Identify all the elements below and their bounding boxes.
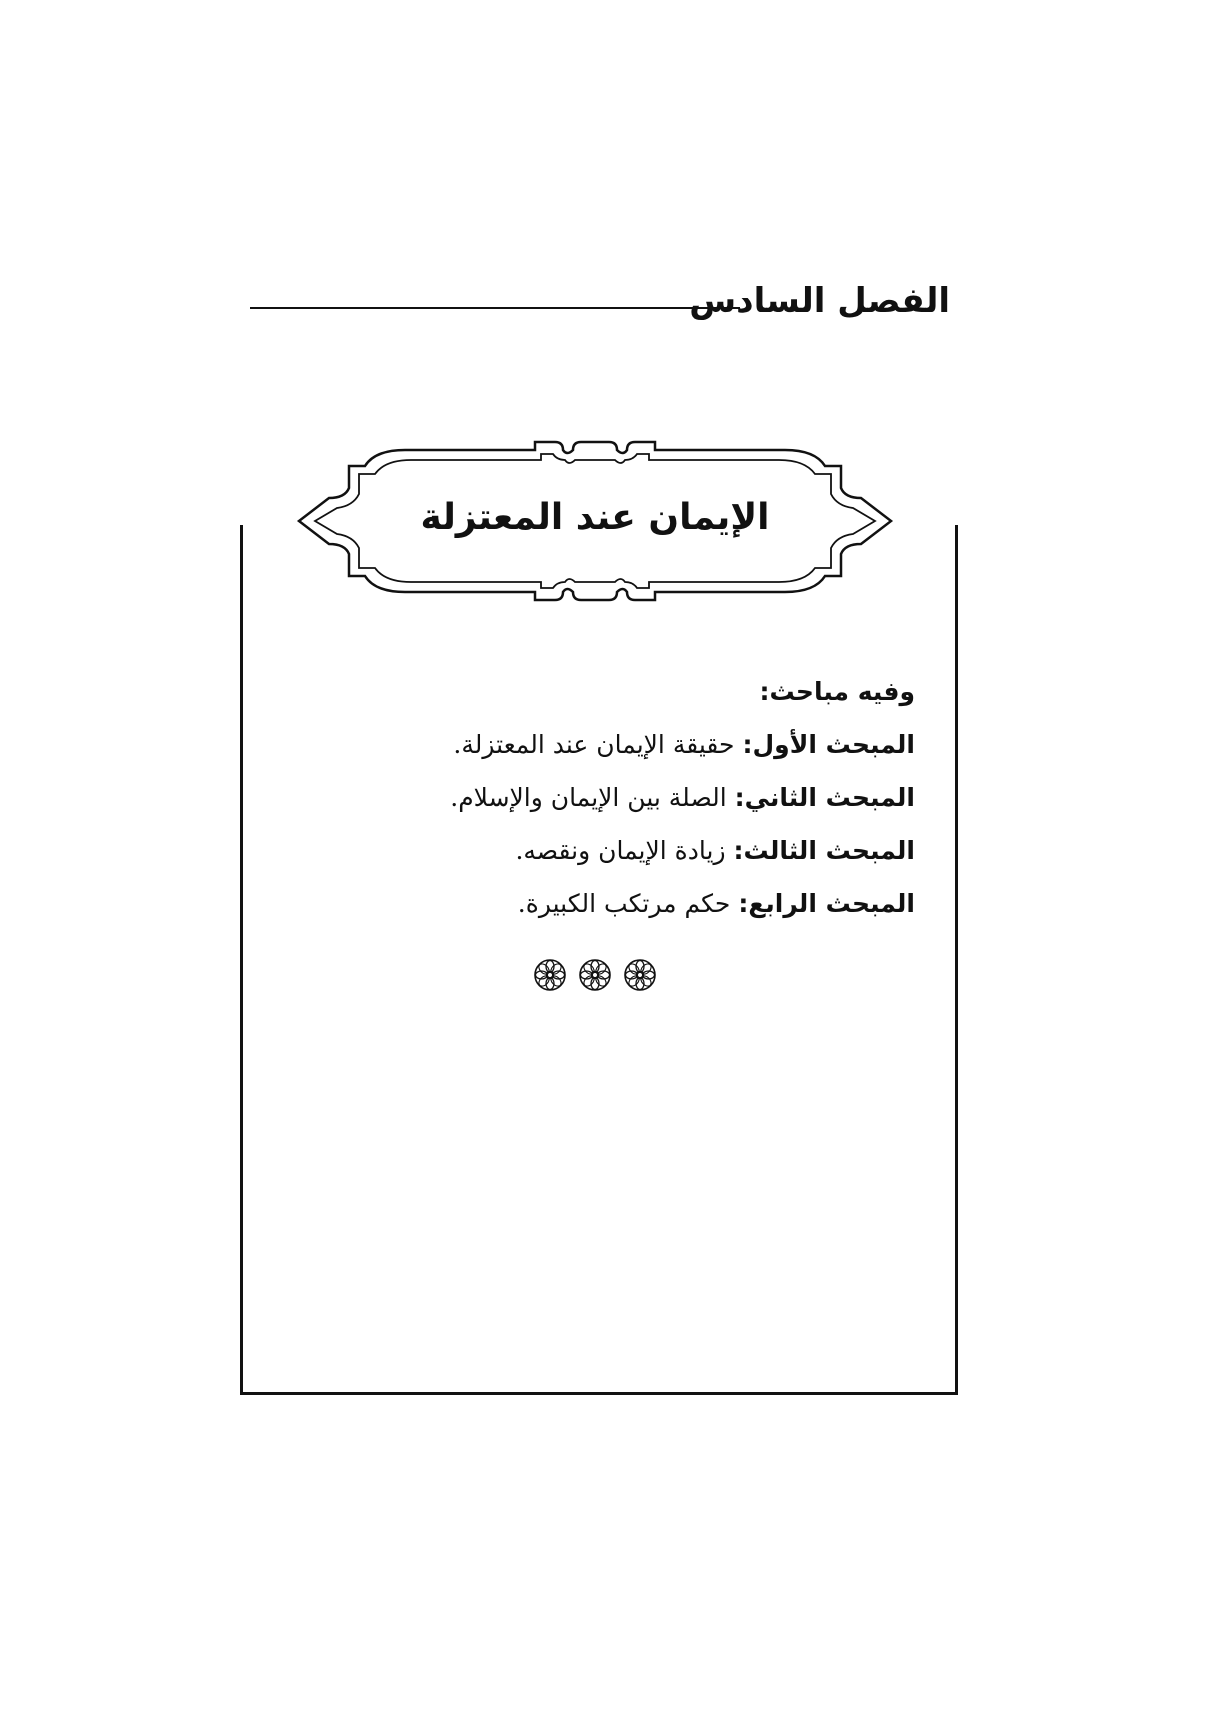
list-item <box>275 771 915 824</box>
chapter-heading <box>250 280 950 330</box>
chapter-rule <box>250 307 740 309</box>
title-cartouche <box>285 438 905 604</box>
flower-ornament-icon <box>530 955 660 995</box>
topic-text: زيادة الإيمان ونقصه. <box>515 836 726 865</box>
list-item <box>275 877 915 930</box>
topics-list <box>275 665 915 930</box>
topic-label: المبحث الأول: <box>742 730 915 759</box>
topics-intro-text: وفيه مباحث: <box>759 677 915 706</box>
section-title: الإيمان عند المعتزلة <box>420 497 770 538</box>
ornaments <box>530 955 660 995</box>
topic-text: حكم مرتكب الكبيرة. <box>517 889 731 918</box>
list-item <box>275 718 915 771</box>
topic-label: المبحث الثالث: <box>733 836 915 865</box>
chapter-title: الفصل السادس <box>689 281 950 321</box>
topic-label: المبحث الرابع: <box>738 889 915 918</box>
topic-text: الصلة بين الإيمان والإسلام. <box>450 783 727 812</box>
topic-label: المبحث الثاني: <box>734 783 915 812</box>
list-item <box>275 824 915 877</box>
topic-text: حقيقة الإيمان عند المعتزلة. <box>453 730 735 759</box>
topics-intro <box>275 665 915 718</box>
